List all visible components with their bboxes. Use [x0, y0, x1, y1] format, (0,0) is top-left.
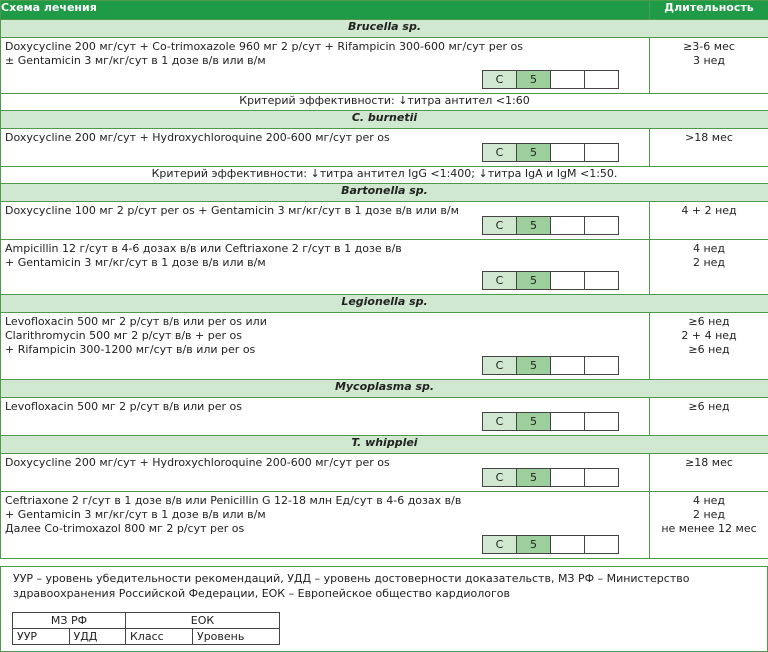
pathogen-title: Mycoplasma sp. — [1, 380, 768, 398]
scheme-line: Clarithromycin 500 мг 2 р/сут в/в + per os — [5, 329, 645, 343]
efficacy-criterion: Критерий эффективности: ↓титра антител IgG <1:400; ↓титра IgA и IgM <1:50. — [1, 167, 768, 184]
regimen-duration — [650, 398, 768, 436]
section-row — [1, 20, 768, 38]
rating-level: 5 — [516, 70, 551, 89]
criterion-row — [1, 94, 768, 111]
rating-boxes — [483, 70, 619, 89]
pathogen-title: Legionella sp. — [1, 295, 768, 313]
regimen-row — [1, 313, 768, 380]
rating-level: 5 — [516, 143, 551, 162]
rating-level: 5 — [516, 356, 551, 375]
duration-line: ≥3-6 мес — [650, 40, 768, 54]
rating-boxes — [483, 468, 619, 487]
legend-udd: УДД — [69, 629, 126, 645]
legend-eok: ЕОК — [126, 613, 280, 629]
rating-empty — [584, 70, 619, 89]
rating-legend — [12, 612, 280, 645]
pathogen-title: T. whipplei — [1, 436, 768, 454]
rating-empty — [550, 70, 585, 89]
rating-boxes — [483, 412, 619, 431]
rating-boxes — [483, 143, 619, 162]
regimen-scheme — [1, 313, 650, 380]
regimen-scheme — [1, 240, 650, 295]
regimen-scheme — [1, 202, 650, 240]
rating-class: C — [482, 468, 517, 487]
rating-level: 5 — [516, 535, 551, 554]
regimen-row — [1, 492, 768, 559]
section-row — [1, 111, 768, 129]
rating-empty — [584, 535, 619, 554]
efficacy-criterion: Критерий эффективности: ↓титра антител <1:60 — [1, 94, 768, 111]
scheme-line: Levofloxacin 500 мг 2 р/сут в/в или per os или — [5, 315, 645, 329]
regimen-duration — [650, 454, 768, 492]
duration-line: ≥18 мес — [650, 456, 768, 470]
regimen-row — [1, 240, 768, 295]
rating-empty — [550, 216, 585, 235]
rating-empty — [550, 535, 585, 554]
legend-level: Уровень — [193, 629, 280, 645]
scheme-line: Ampicillin 12 г/сут в 4-6 дозах в/в или Ceftriaxone 2 г/сут в 1 дозе в/в — [5, 242, 645, 256]
rating-empty — [550, 412, 585, 431]
pathogen-title: C. burnetii — [1, 111, 768, 129]
scheme-line: Doxycycline 200 мг/сут + Co-trimoxazole 960 мг 2 р/сут + Rifampicin 300-600 мг/сут per os — [5, 40, 645, 54]
regimen-duration — [650, 313, 768, 380]
scheme-line: Doxycycline 200 мг/сут + Hydroxychloroquine 200-600 мг/сут per os — [5, 456, 645, 470]
rating-level: 5 — [516, 412, 551, 431]
legend-class: Класс — [126, 629, 193, 645]
table-body — [1, 20, 768, 559]
rating-empty — [584, 143, 619, 162]
regimen-scheme — [1, 492, 650, 559]
regimen-scheme — [1, 38, 650, 94]
scheme-line: Doxycycline 200 мг/сут + Hydroxychloroquine 200-600 мг/сут per os — [5, 131, 645, 145]
table-header — [1, 1, 768, 20]
rating-boxes — [483, 271, 619, 290]
duration-line: 2 нед — [650, 508, 768, 522]
rating-empty — [550, 143, 585, 162]
rating-empty — [584, 412, 619, 431]
duration-line: не менее 12 мес — [650, 522, 768, 536]
duration-line: ≥6 нед — [650, 343, 768, 357]
duration-line: 3 нед — [650, 54, 768, 68]
scheme-line: + Rifampicin 300-1200 мг/сут в/в или per os — [5, 343, 645, 357]
rating-empty — [550, 468, 585, 487]
regimen-row — [1, 398, 768, 436]
regimen-duration — [650, 129, 768, 167]
duration-line: 2 нед — [650, 256, 768, 270]
pathogen-title: Brucella sp. — [1, 20, 768, 38]
rating-empty — [584, 468, 619, 487]
scheme-line: Levofloxacin 500 мг 2 р/сут в/в или per os — [5, 400, 645, 414]
rating-class: C — [482, 143, 517, 162]
scheme-line: ± Gentamicin 3 мг/кг/сут в 1 дозе в/в или в/м — [5, 54, 645, 68]
rating-level: 5 — [516, 468, 551, 487]
rating-class: C — [482, 356, 517, 375]
section-row — [1, 380, 768, 398]
section-row — [1, 184, 768, 202]
rating-empty — [550, 271, 585, 290]
duration-line: 4 нед — [650, 242, 768, 256]
regimen-duration — [650, 202, 768, 240]
section-row — [1, 295, 768, 313]
regimen-row — [1, 454, 768, 492]
rating-boxes — [483, 216, 619, 235]
rating-empty — [550, 356, 585, 375]
regimen-row — [1, 38, 768, 94]
criterion-row — [1, 167, 768, 184]
rating-class: C — [482, 70, 517, 89]
duration-line: ≥6 нед — [650, 400, 768, 414]
scheme-line: Ceftriaxone 2 г/сут в 1 дозе в/в или Penicillin G 12-18 млн Ед/сут в 4-6 дозах в/в — [5, 494, 645, 508]
regimen-row — [1, 129, 768, 167]
pathogen-title: Bartonella sp. — [1, 184, 768, 202]
regimen-scheme — [1, 454, 650, 492]
regimen-scheme — [1, 129, 650, 167]
scheme-line: Doxycycline 100 мг 2 р/сут per os + Gentamicin 3 мг/кг/сут в 1 дозе в/в или в/м — [5, 204, 645, 218]
legend-mz-rf: МЗ РФ — [13, 613, 126, 629]
scheme-header: Схема лечения — [1, 1, 650, 20]
rating-empty — [584, 356, 619, 375]
section-row — [1, 436, 768, 454]
rating-boxes — [483, 535, 619, 554]
scheme-line: + Gentamicin 3 мг/кг/сут в 1 дозе в/в или в/м — [5, 256, 645, 270]
regimen-scheme — [1, 398, 650, 436]
rating-empty — [584, 271, 619, 290]
duration-line: 2 + 4 нед — [650, 329, 768, 343]
legend-uur: УУР — [13, 629, 70, 645]
regimen-duration — [650, 492, 768, 559]
duration-header: Длительность — [650, 1, 768, 20]
scheme-line: Далее Co-trimoxazol 800 мг 2 р/сут per os — [5, 522, 645, 536]
regimen-row — [1, 202, 768, 240]
rating-boxes — [483, 356, 619, 375]
duration-line: 4 + 2 нед — [650, 204, 768, 218]
regimen-duration — [650, 38, 768, 94]
regimen-duration — [650, 240, 768, 295]
scheme-line: + Gentamicin 3 мг/кг/сут в 1 дозе в/в или в/м — [5, 508, 645, 522]
duration-line: 4 нед — [650, 494, 768, 508]
rating-class: C — [482, 216, 517, 235]
duration-line: >18 мес — [650, 131, 768, 145]
rating-level: 5 — [516, 216, 551, 235]
footnote-text: УУР – уровень убедительности рекомендаций, УДД – уровень достоверности доказательств, МЗ РФ – Министерство здравоохранения Российской Федерации, ЕОК – Европейское общество кардиологов — [1, 567, 767, 601]
rating-class: C — [482, 412, 517, 431]
rating-class: C — [482, 535, 517, 554]
duration-line: ≥6 нед — [650, 315, 768, 329]
rating-class: C — [482, 271, 517, 290]
rating-empty — [584, 216, 619, 235]
rating-level: 5 — [516, 271, 551, 290]
